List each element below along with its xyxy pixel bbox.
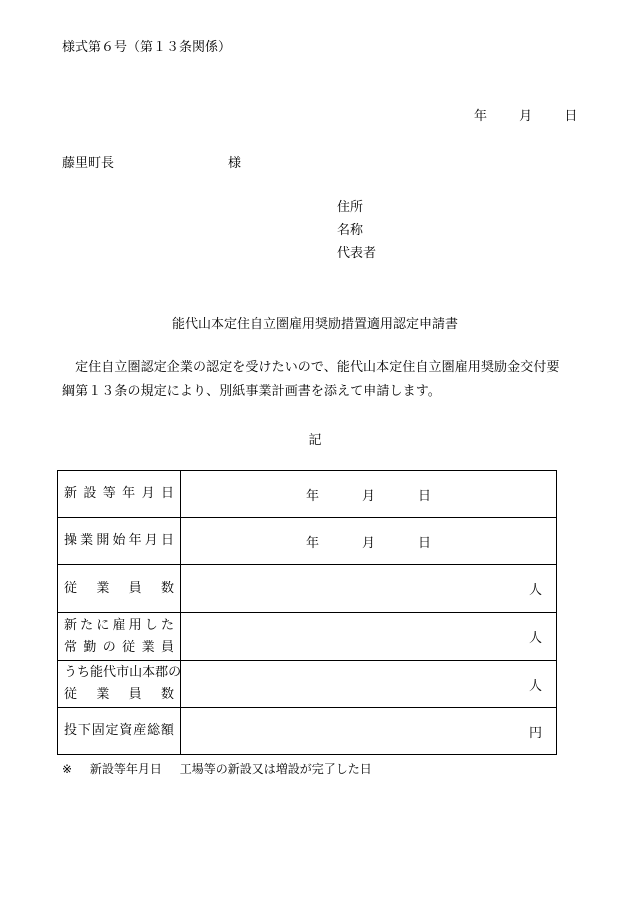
- date-unit-month: 月: [361, 535, 375, 551]
- date-unit-month: 月: [361, 488, 375, 504]
- row-value[interactable]: [181, 613, 557, 661]
- addressee-name: 藤里町長: [62, 156, 115, 171]
- row-label-line: 従 業 員 数: [64, 687, 174, 702]
- row-label-line: 従 業 員 数: [64, 580, 174, 596]
- row-label-line: う ち 能 代 市 山 本 郡 の: [64, 665, 182, 680]
- row-value[interactable]: [181, 518, 557, 565]
- value-unit: 円: [528, 725, 542, 741]
- row-label-line: 投 下 固 定 資 産 総 額: [64, 723, 174, 738]
- table-row: [58, 565, 557, 613]
- date-year: 年: [474, 109, 488, 124]
- date-unit-year: 年: [305, 535, 319, 551]
- document-title: 能代山本定住自立圏雇用奨励措置適用認定申請書: [171, 317, 458, 332]
- applicant-name-label: 名称: [337, 223, 364, 238]
- row-label-line: 常 勤 の 従 業 員: [64, 639, 174, 655]
- table-row: [58, 613, 557, 661]
- row-value[interactable]: [181, 565, 557, 613]
- date-unit-day: 日: [417, 535, 431, 551]
- row-value[interactable]: [181, 708, 557, 755]
- row-label: [58, 708, 181, 755]
- row-label: [58, 565, 181, 613]
- footnote-text: 工場等の新設又は増設が完了した日: [179, 762, 372, 776]
- ki-heading: 記: [308, 433, 322, 448]
- value-unit: 人: [528, 631, 542, 646]
- table-row: [58, 661, 557, 708]
- footnote-term: 新設等年月日: [89, 762, 162, 776]
- table-row: [58, 471, 557, 518]
- value-unit: 人: [528, 678, 542, 694]
- submission-date: [474, 105, 577, 124]
- row-label: [58, 518, 181, 565]
- applicant-block: [337, 196, 376, 265]
- body-line-2: 綱第１３条の規定により、別紙事業計画書を添えて申請します。: [62, 384, 441, 399]
- body-line-1: 定住自立圏認定企業の認定を受けたいので、能代山本定住自立圏雇用奨励金交付要: [62, 360, 560, 375]
- footnote-mark: ※: [62, 762, 73, 776]
- row-label: [58, 661, 181, 708]
- form-number: 様式第６号（第１３条関係）: [62, 40, 232, 55]
- value-unit: 人: [528, 583, 542, 598]
- row-value[interactable]: [181, 471, 557, 518]
- row-label: [58, 471, 181, 518]
- info-table: [57, 470, 557, 755]
- row-label-line: 新 た に 雇 用 し た: [64, 617, 174, 633]
- row-label: [58, 613, 181, 661]
- addressee-honorific: 様: [228, 156, 242, 171]
- table-row: [58, 708, 557, 755]
- date-unit-year: 年: [305, 488, 319, 504]
- applicant-address-label: 住所: [337, 200, 364, 215]
- date-month: 月: [519, 109, 533, 124]
- table-row: [58, 518, 557, 565]
- body-text: [62, 356, 582, 404]
- date-day: 日: [564, 109, 578, 124]
- row-label-line: 新 設 等 年 月 日: [64, 486, 174, 501]
- date-unit-day: 日: [417, 488, 431, 504]
- row-label-line: 操 業 開 始 年 月 日: [64, 533, 174, 548]
- footnote: [62, 760, 372, 777]
- applicant-representative-label: 代表者: [337, 246, 377, 261]
- row-value[interactable]: [181, 661, 557, 708]
